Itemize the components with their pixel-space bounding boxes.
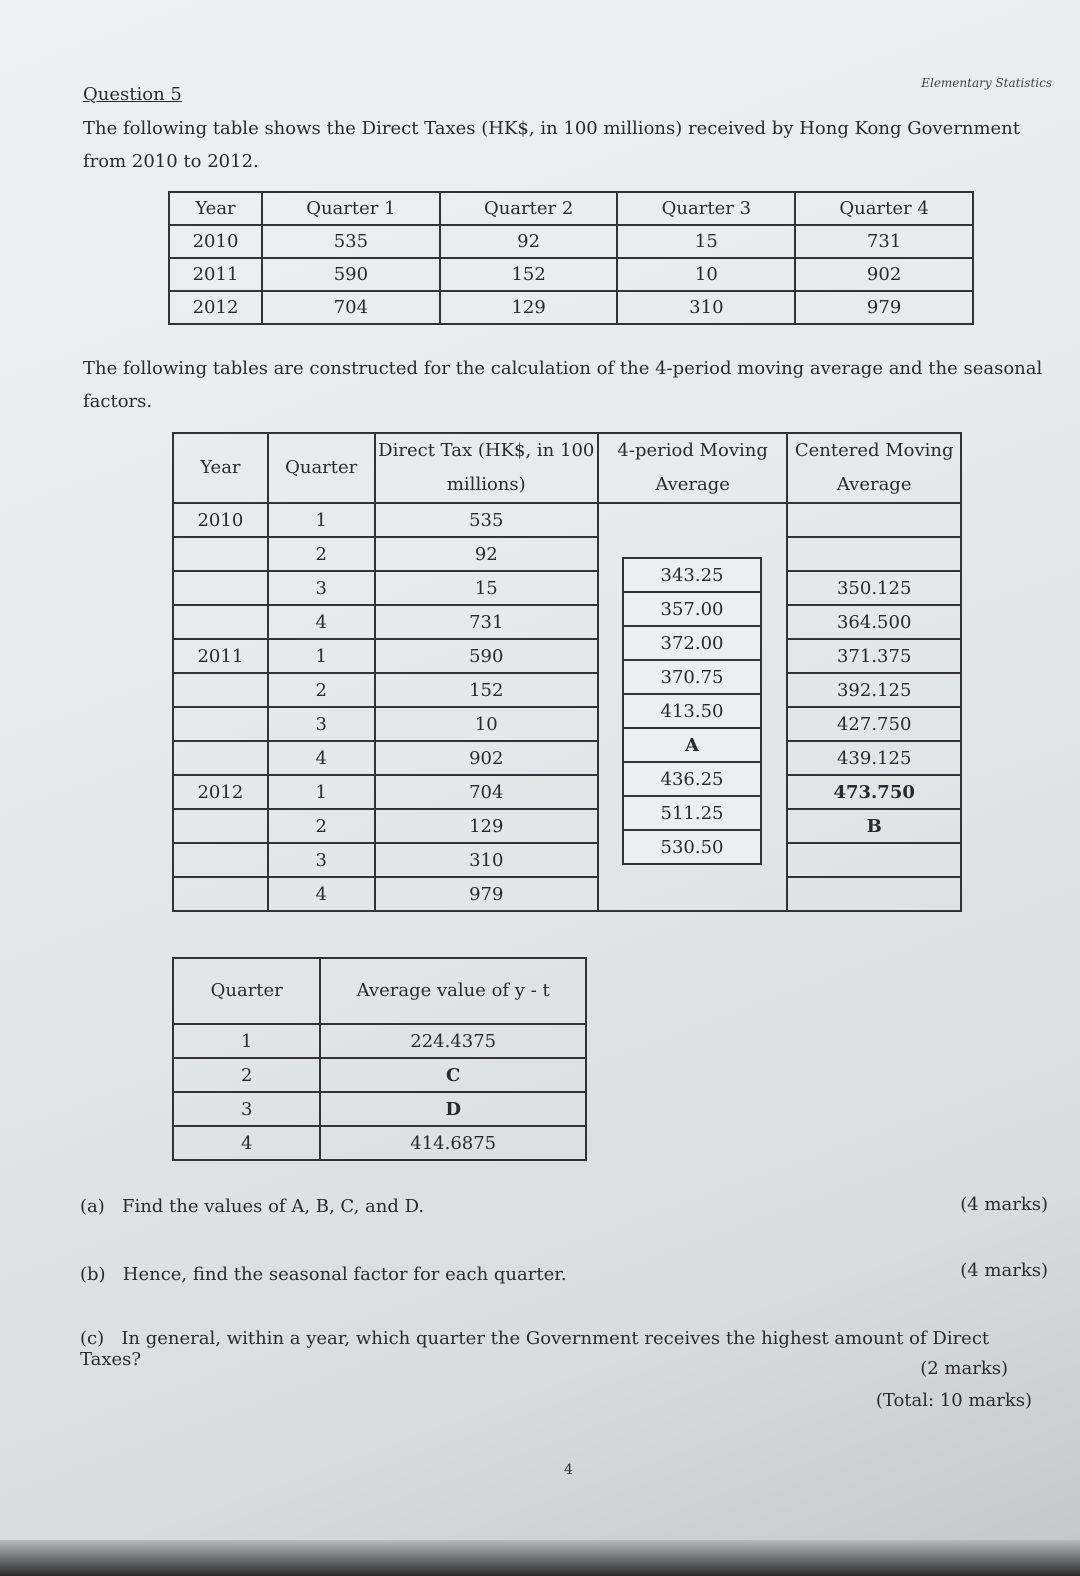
- table-row: [173, 809, 961, 843]
- tax-cell: 129: [375, 809, 598, 843]
- question-text: In general, within a year, which quarter the Government receives the highest amount of Direct Taxes?: [80, 1328, 990, 1370]
- tax-cell: 902: [375, 741, 598, 775]
- table-cell: 129: [440, 291, 618, 324]
- table-cell: 15: [617, 225, 795, 258]
- table-cell: 731: [795, 225, 973, 258]
- question-c: [80, 1328, 1040, 1370]
- question-label: (a): [80, 1196, 105, 1217]
- cma-cell: 473.750: [787, 775, 961, 809]
- col-header: 4-period Moving Average: [598, 433, 787, 503]
- table-row: [623, 592, 761, 626]
- tax-cell: 310: [375, 843, 598, 877]
- question-label: (c): [80, 1328, 105, 1349]
- col-header: Year: [169, 192, 262, 225]
- question-text: Find the values of A, B, C, and D.: [121, 1196, 425, 1217]
- col-header: Direct Tax (HK$, in 100 millions): [375, 433, 598, 503]
- ma-value: 357.00: [623, 592, 761, 626]
- cma-cell: [787, 877, 961, 911]
- table-row: [173, 1024, 586, 1058]
- ma-cell: [598, 877, 787, 911]
- year-cell: [173, 741, 268, 775]
- marks-b: (4 marks): [960, 1260, 1048, 1281]
- cma-cell: B: [787, 809, 961, 843]
- table-cell: 590: [262, 258, 440, 291]
- tax-cell: 92: [375, 537, 598, 571]
- table-row: [173, 775, 961, 809]
- tax-cell: 979: [375, 877, 598, 911]
- value-cell: 414.6875: [320, 1126, 586, 1160]
- col-header: Quarter 2: [440, 192, 618, 225]
- quarter-cell: 3: [268, 843, 375, 877]
- moving-average-column: [622, 557, 762, 865]
- year-cell: 2011: [173, 639, 268, 673]
- year-cell: [173, 809, 268, 843]
- table-row: [623, 728, 761, 762]
- col-header: Year: [173, 433, 268, 503]
- quarter-cell: 3: [268, 571, 375, 605]
- table-row: [173, 605, 961, 639]
- tax-cell: 731: [375, 605, 598, 639]
- intro2-paragraph: The following tables are constructed for the calculation of the 4-period moving average and the seasonal factors.: [83, 358, 1043, 412]
- cma-cell: 392.125: [787, 673, 961, 707]
- quarter-cell: 2: [268, 673, 375, 707]
- ma-cell: [598, 503, 787, 537]
- cma-cell: [787, 503, 961, 537]
- col-header: Quarter: [173, 958, 320, 1024]
- quarter-cell: 3: [173, 1092, 320, 1126]
- year-cell: [173, 571, 268, 605]
- table-cell: 10: [617, 258, 795, 291]
- tax-cell: 10: [375, 707, 598, 741]
- ma-value: 343.25: [623, 558, 761, 592]
- table-cell: 152: [440, 258, 618, 291]
- table-row: [169, 258, 973, 291]
- tax-cell: 590: [375, 639, 598, 673]
- ma-value: A: [623, 728, 761, 762]
- value-cell: D: [320, 1092, 586, 1126]
- ma-value: 530.50: [623, 830, 761, 864]
- quarter-cell: 4: [268, 741, 375, 775]
- table-row: [623, 796, 761, 830]
- table-header-row: [173, 958, 586, 1024]
- quarter-cell: 1: [268, 639, 375, 673]
- ma-value: 511.25: [623, 796, 761, 830]
- table-row: [173, 503, 961, 537]
- tax-cell: 535: [375, 503, 598, 537]
- total-marks: (Total: 10 marks): [875, 1390, 1032, 1411]
- year-cell: 2010: [173, 503, 268, 537]
- table-row: [173, 877, 961, 911]
- table-cell: 979: [795, 291, 973, 324]
- ma-value: 372.00: [623, 626, 761, 660]
- direct-tax-table: [168, 191, 974, 325]
- screen-bottom-edge: [0, 1540, 1080, 1576]
- table-cell: 310: [617, 291, 795, 324]
- col-header: Quarter 1: [262, 192, 440, 225]
- table-row: [173, 843, 961, 877]
- table-cell: 2012: [169, 291, 262, 324]
- table-cell: 2010: [169, 225, 262, 258]
- table-row: [173, 1126, 586, 1160]
- quarter-cell: 4: [268, 877, 375, 911]
- table-row: [623, 660, 761, 694]
- quarter-cell: 2: [268, 537, 375, 571]
- table-row: [173, 1058, 586, 1092]
- table-row: [173, 639, 961, 673]
- col-header: Quarter: [268, 433, 375, 503]
- year-cell: [173, 707, 268, 741]
- question-title: Question 5: [83, 84, 182, 105]
- year-cell: [173, 877, 268, 911]
- quarter-cell: 1: [268, 775, 375, 809]
- intro-paragraph: The following table shows the Direct Taxes (HK$, in 100 millions) received by Hong Kong Government from 2010 to 2012.: [83, 118, 1020, 172]
- table-cell: 902: [795, 258, 973, 291]
- quarter-cell: 1: [173, 1024, 320, 1058]
- value-cell: 224.4375: [320, 1024, 586, 1058]
- cma-cell: 364.500: [787, 605, 961, 639]
- question-a: [80, 1196, 424, 1217]
- quarter-cell: 3: [268, 707, 375, 741]
- table-row: [173, 707, 961, 741]
- table-row: [623, 762, 761, 796]
- table-row: [623, 830, 761, 864]
- table-row: [623, 694, 761, 728]
- marks-c: (2 marks): [920, 1358, 1008, 1379]
- table-row: [169, 291, 973, 324]
- cma-cell: 439.125: [787, 741, 961, 775]
- question-b: [80, 1264, 567, 1285]
- year-cell: [173, 843, 268, 877]
- tax-cell: 15: [375, 571, 598, 605]
- running-head: Elementary Statistics: [921, 76, 1052, 90]
- table-row: [173, 571, 961, 605]
- tax-cell: 152: [375, 673, 598, 707]
- seasonal-average-table: [172, 957, 587, 1161]
- cma-cell: [787, 537, 961, 571]
- col-header: Quarter 4: [795, 192, 973, 225]
- cma-cell: 371.375: [787, 639, 961, 673]
- marks-a: (4 marks): [960, 1194, 1048, 1215]
- col-header: Quarter 3: [617, 192, 795, 225]
- year-cell: 2012: [173, 775, 268, 809]
- table-header-row: [173, 433, 961, 503]
- table-row: [173, 673, 961, 707]
- table-row: [173, 537, 961, 571]
- quarter-cell: 4: [173, 1126, 320, 1160]
- year-cell: [173, 673, 268, 707]
- table-row: [169, 225, 973, 258]
- question-label: (b): [80, 1264, 106, 1285]
- quarter-cell: 1: [268, 503, 375, 537]
- value-cell: C: [320, 1058, 586, 1092]
- quarter-cell: 2: [268, 809, 375, 843]
- table-row: [173, 1092, 586, 1126]
- cma-cell: 350.125: [787, 571, 961, 605]
- table-row: [623, 626, 761, 660]
- table-cell: 2011: [169, 258, 262, 291]
- table-cell: 92: [440, 225, 618, 258]
- question-text: Hence, find the seasonal factor for each quarter.: [122, 1264, 567, 1285]
- moving-average-table: [172, 432, 962, 912]
- ma-value: 370.75: [623, 660, 761, 694]
- table-cell: 535: [262, 225, 440, 258]
- tax-cell: 704: [375, 775, 598, 809]
- col-header: Centered Moving Average: [787, 433, 961, 503]
- year-cell: [173, 605, 268, 639]
- col-header: Average value of y - t: [320, 958, 586, 1024]
- ma-value: 413.50: [623, 694, 761, 728]
- ma-value: 436.25: [623, 762, 761, 796]
- table-row: [623, 558, 761, 592]
- table-cell: 704: [262, 291, 440, 324]
- cma-cell: 427.750: [787, 707, 961, 741]
- cma-cell: [787, 843, 961, 877]
- quarter-cell: 2: [173, 1058, 320, 1092]
- table-row: [173, 741, 961, 775]
- quarter-cell: 4: [268, 605, 375, 639]
- page-number: 4: [564, 1462, 573, 1478]
- year-cell: [173, 537, 268, 571]
- table-header-row: [169, 192, 973, 225]
